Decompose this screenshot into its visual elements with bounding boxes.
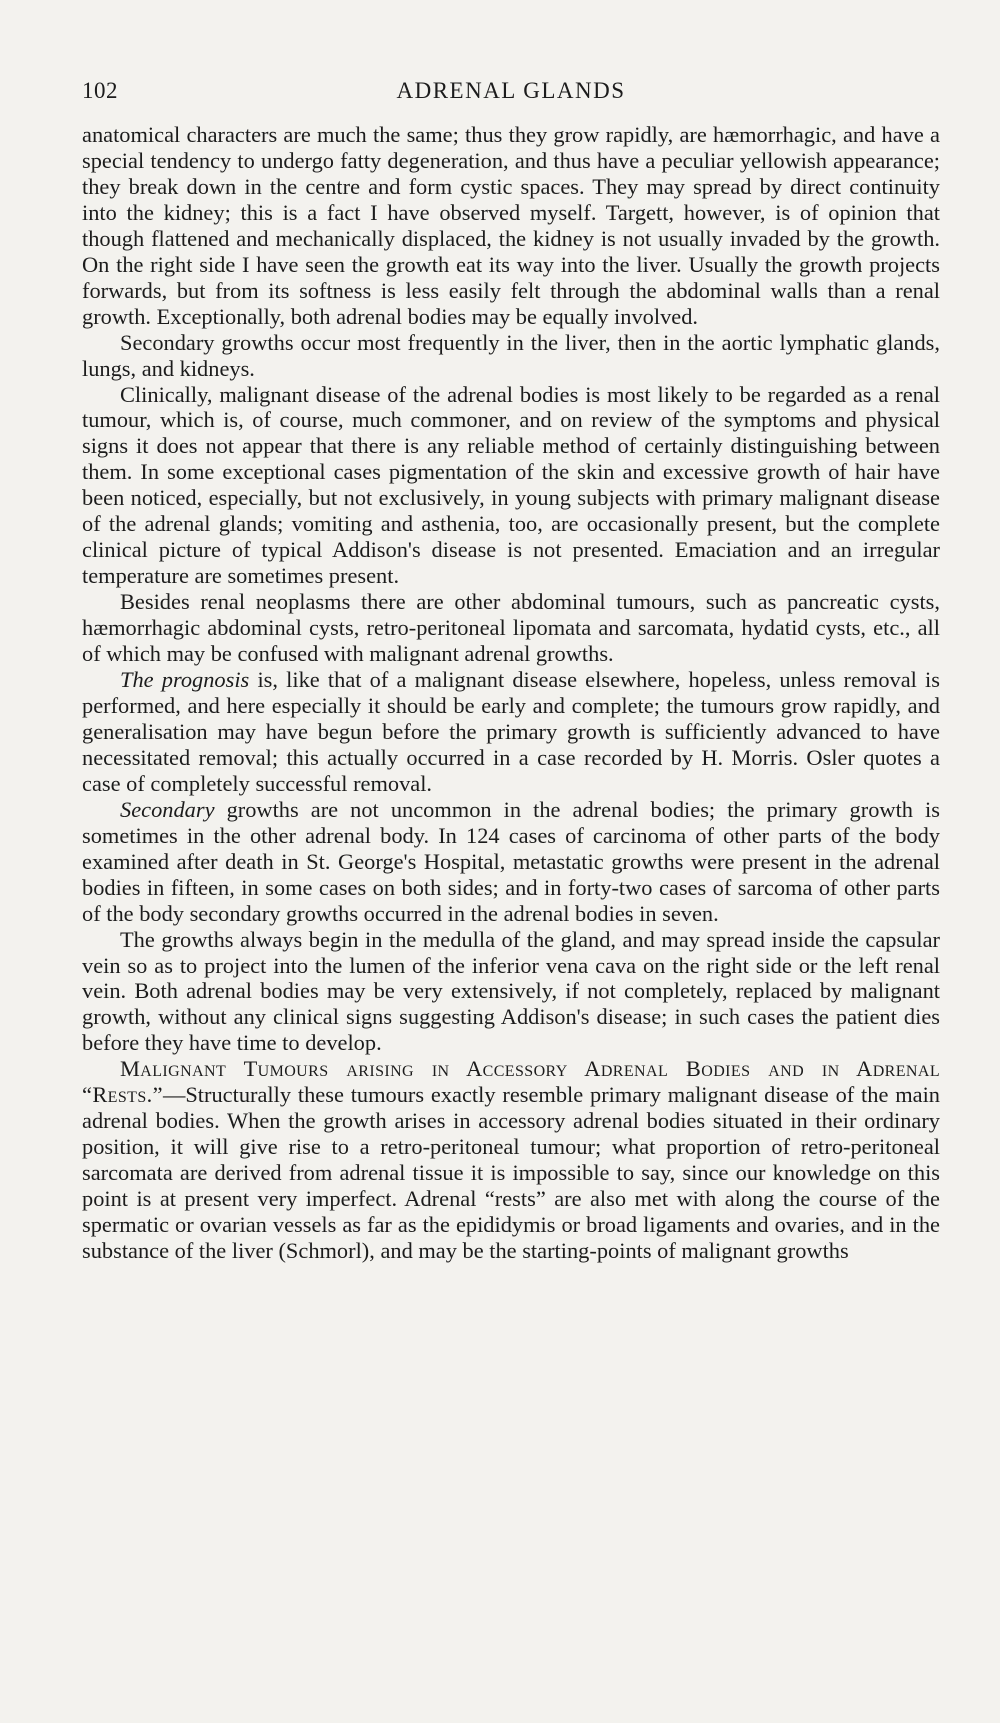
section-heading: Malignant Tumours arising in Accessory Adrenal Bodies and in Adrenal “Rests.” [82, 1056, 940, 1108]
paragraph-3: Clinically, malignant disease of the adrenal bodies is most likely to be regarded as a renal tumour, which is, of course, much commoner, and on review of the symptoms and physical signs it does not appear that there is any reliable method of certainly distinguishing between them. In some exceptional cases pigmentation of the skin and excessive growth of hair have been noticed, especially, but not exclusively, in young subjects with primary malignant disease of the adrenal glands; vomiting and asthenia, too, are occasionally present, but the complete clinical picture of typical Addison's disease is not presented. Emaciation and an irregular temperature are sometimes present. [82, 381, 940, 589]
paragraph-6 [82, 797, 940, 927]
paragraph-5-text: is, like that of a malignant disease elsewhere, hopeless, unless removal is performed, and here especially it should be early and complete; the tumours grow rapidly, and generalisation may have begun before the primary growth is sufficiently advanced to have necessitated removal; this actually occurred in a case recorded by H. Morris. Osler quotes a case of completely successful removal. [82, 667, 940, 796]
book-page [82, 78, 940, 1264]
page-header [82, 78, 940, 112]
paragraph-4: Besides renal neoplasms there are other abdominal tumours, such as pancreatic cysts, hæmorrhagic abdominal cysts, retro-peritoneal lipomata and sarcomata, hydatid cysts, etc., all of which may be confused with malignant adrenal growths. [82, 589, 940, 667]
paragraph-8-text: —Structurally these tumours exactly resemble primary malignant disease of the main adrenal bodies. When the growth arises in accessory adrenal bodies situated in their ordinary position, it will give rise to a retro-peritoneal tumour; what proportion of retro-peritoneal sarcomata are derived from adrenal tissue it is impossible to say, since our knowledge on this point is at present very imperfect. Adrenal “rests” are also met with along the course of the spermatic or ovarian vessels as far as the epididymis or broad ligaments and ovaries, and in the substance of the liver (Schmorl), and may be the starting-points of malignant growths [82, 1082, 940, 1263]
paragraph-5 [82, 667, 940, 797]
running-head: ADRENAL GLANDS [396, 78, 626, 103]
paragraph-2: Secondary growths occur most frequently in the liver, then in the aortic lymphatic glands, lungs, and kidneys. [82, 329, 940, 381]
paragraph-1: anatomical characters are much the same; thus they grow rapidly, are hæmorrhagic, and have a special tendency to undergo fatty degeneration, and thus have a peculiar yellowish appearance; they break down in the centre and form cystic spaces. They may spread by direct continuity into the kidney; this is a fact I have observed myself. Targett, however, is of opinion that though flattened and mechanically displaced, the kidney is not usually invaded by the growth. On the right side I have seen the growth eat its way into the liver. Usually the growth projects forwards, but from its softness is less easily felt through the abdominal walls than a renal growth. Exceptionally, both adrenal bodies may be equally involved. [82, 122, 940, 329]
paragraph-6-text: growths are not uncommon in the adrenal bodies; the primary growth is sometimes in the other adrenal body. In 124 cases of carcinoma of other parts of the body examined after death in St. George's Hospital, metastatic growths were present in the adrenal bodies in fifteen, in some cases on both sides; and in forty-two cases of sarcoma of other parts of the body secondary growths occurred in the adrenal bodies in seven. [82, 796, 940, 926]
prognosis-lead: The prognosis [120, 667, 250, 693]
paragraph-7: The growths always begin in the medulla of the gland, and may spread inside the capsular vein so as to project into the lumen of the inferior vena cava on the right side or the left renal vein. Both adrenal bodies may be very extensively, if not completely, replaced by malignant growth, without any clinical signs suggesting Addison's disease; in such cases the patient dies before they have time to develop. [82, 926, 940, 1056]
paragraph-8 [82, 1056, 940, 1264]
page-number: 102 [82, 78, 118, 103]
secondary-lead: Secondary [120, 796, 215, 822]
